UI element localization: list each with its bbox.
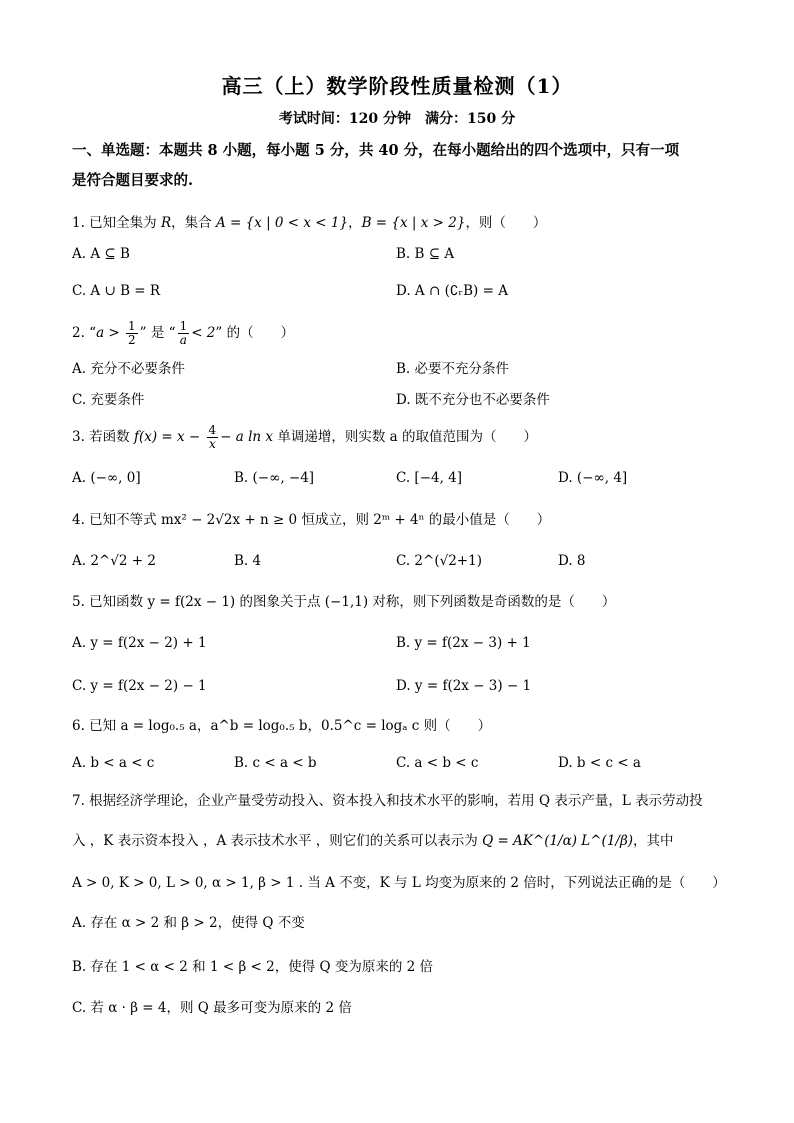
question-1-stem: 1. 已知全集为 R，集合 A = {x | 0 < x < 1}，B = {x | x > 2}，则（ ）	[72, 215, 547, 231]
question-3-option-d: D. (−∞, 4]	[558, 470, 628, 486]
question-2-stem: 2. “a > $\frac{1}{2}$ ” 是 “ $\frac{1}{a}$ < 2” 的（ ）	[72, 319, 295, 347]
question-5-stem: 5. 已知函数 y = f(2x − 1) 的图象关于点 (−1,1) 对称，则下列函数是奇函数的是（ ）	[72, 594, 616, 610]
production-formula: Q = AK^(1/α) L^(1/β)	[482, 833, 634, 849]
question-2-option-a: A. 充分不必要条件	[72, 361, 185, 377]
question-5-option-d: D. y = f(2x − 3) − 1	[396, 678, 532, 694]
question-7-line1: 7. 根据经济学理论，企业产量受劳动投入、资本投入和技术水平的影响，若用 Q 表示产量，L 表示劳动投	[72, 793, 703, 809]
question-4-option-c: C. 2^(√2+1)	[396, 553, 482, 569]
fraction-one-over-a: $\frac{1}{a}$	[179, 319, 188, 347]
question-5-option-a: A. y = f(2x − 2) + 1	[72, 635, 207, 651]
question-3-option-a: A. (−∞, 0]	[72, 470, 141, 486]
question-7-line3: A > 0, K > 0, L > 0, α > 1, β > 1 . 当 A 不变，K 与 L 均变为原来的 2 倍时，下列说法正确的是（ ）	[72, 875, 726, 891]
question-7-option-b: B. 存在 1 < α < 2 和 1 < β < 2，使得 Q 变为原来的 2 倍	[72, 959, 434, 975]
question-4-stem: 4. 已知不等式 mx² − 2√2x + n ≥ 0 恒成立，则 2ᵐ + 4ⁿ 的最小值是（ ）	[72, 512, 551, 528]
question-6-stem: 6. 已知 a = log₀.₅ a，a^b = log₀.₅ b，0.5^c = logₐ c 则（ ）	[72, 718, 492, 734]
question-1-option-c: C. A ∪ B = R	[72, 283, 161, 299]
section-heading-line1: 一、单选题：本题共 8 小题，每小题 5 分，共 40 分，在每小题给出的四个选项中，只有一项	[72, 142, 680, 159]
question-1-option-a: A. A ⊆ B	[72, 246, 130, 262]
question-7-option-a: A. 存在 α > 2 和 β > 2，使得 Q 不变	[72, 915, 305, 931]
exam-info: 考试时间：120 分钟 满分：150 分	[278, 111, 516, 127]
page-title: 高三（上）数学阶段性质量检测（1）	[221, 74, 573, 98]
set-a: A = {x | 0 < x < 1}	[215, 215, 349, 231]
question-6-option-c: C. a < b < c	[396, 755, 479, 771]
question-6-option-b: B. c < a < b	[234, 755, 317, 771]
question-7-option-c: C. 若 α · β = 4，则 Q 最多可变为原来的 2 倍	[72, 1000, 352, 1016]
question-3-stem: 3. 若函数 f(x) = x − $\frac{4}{x}$ − a ln x 单调递增，则实数 a 的取值范围为（ ）	[72, 423, 537, 451]
question-6-option-d: D. b < c < a	[558, 755, 641, 771]
question-2-option-c: C. 充要条件	[72, 392, 145, 408]
question-5-option-c: C. y = f(2x − 2) − 1	[72, 678, 207, 694]
question-1-option-d: D. A ∩ (∁ᵣB) = A	[396, 283, 508, 299]
fraction-four-over-x: $\frac{4}{x}$	[208, 423, 217, 451]
set-b: B = {x | x > 2}	[361, 215, 466, 231]
question-5-option-b: B. y = f(2x − 3) + 1	[396, 635, 531, 651]
question-4-option-b: B. 4	[234, 553, 262, 569]
section-heading-line2: 是符合题目要求的.	[72, 172, 194, 189]
question-3-option-c: C. [−4, 4]	[396, 470, 463, 486]
fraction-one-half: $\frac{1}{2}$	[128, 319, 136, 347]
question-3-option-b: B. (−∞, −4]	[234, 470, 315, 486]
question-4-option-d: D. 8	[558, 553, 586, 569]
question-6-option-a: A. b < a < c	[72, 755, 155, 771]
question-7-line2: 入 ，K 表示资本投入 ，A 表示技术水平 ，则它们的关系可以表示为 Q = AK^(1/α) L^(1/β)，其中	[72, 833, 674, 849]
question-2-option-d: D. 既不充分也不必要条件	[396, 392, 550, 408]
question-2-option-b: B. 必要不充分条件	[396, 361, 510, 377]
question-4-option-a: A. 2^√2 + 2	[72, 553, 156, 569]
question-1-option-b: B. B ⊆ A	[396, 246, 455, 262]
